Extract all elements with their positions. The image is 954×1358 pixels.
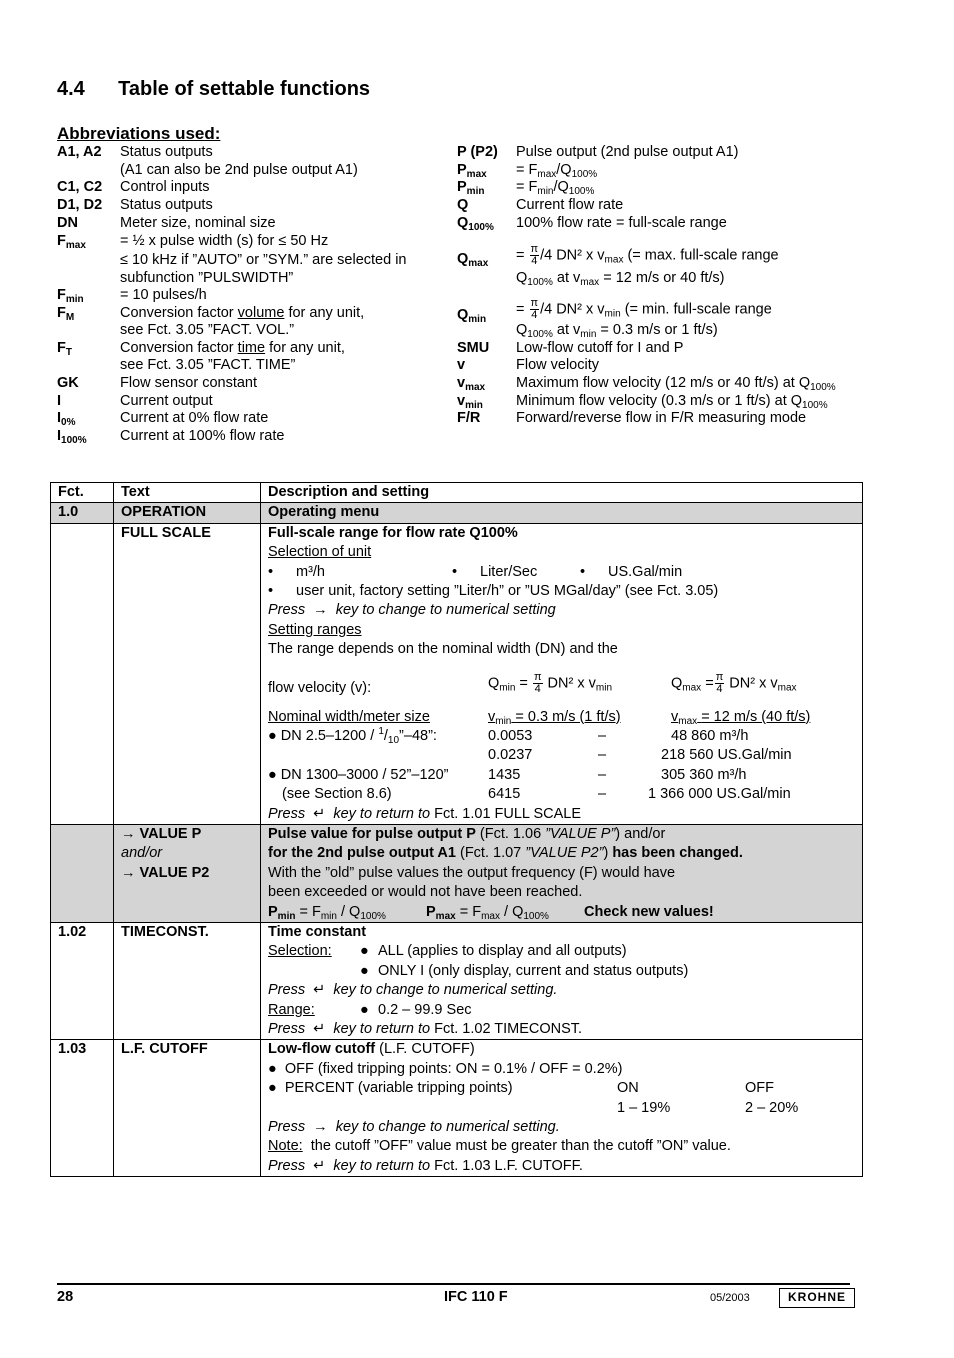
header-fct: Fct. <box>51 483 114 503</box>
section-title: 4.4 Table of settable functions <box>57 78 371 100</box>
value-p-description: Pulse value for pulse output P (Fct. 1.06 ”VALUE P”) and/or for the 2nd pulse output A1 (Fct. 1.07 ”VALUE P2”) has been changed. With the ”old” pulse values the output frequency (F) would have been exceeded or would not have been reached. $P_{min} = F_{min} / Q_{100\%}$ $P_{max} = F_{max} / Q_{100\%}$ Check new values! <box>261 824 863 922</box>
header-text: Text <box>114 483 261 503</box>
table-row: FULL SCALE Full-scale range for flow rate Q100% Selection of unit • m³/h • Liter/Sec • US.Gal/min • user unit, factory setting ”Liter/h” or ”US MGal/day” (see Fct. 3.05) Press → key to change to numerical setting Setting ranges The range depends on the nominal width (DN) and the flow velocity (v): $Q_{min}$ = $\frac{\pi}{4}$ DN² x $v_{min}$ $Q_{max}$ = $\frac{\pi}{4}$ DN² x $v_{max}$ Nominal width/meter size $v_{min} = 0.3$ m/s (1 ft/s) $v_{max} = 12$ m/s (40 ft/s) ● DN $2.5-1200 / ^1/_{10}”-48$”: 0.0053 – 48 860 m³/h 0.0237 – 218 560 US.Gal/min ● DN 1300–3000 / 52”–120” 1435 – 305 360 m³/h (see Section 8.6) 6415 – 1 366 000 US.Gal/min Press ↵ key to return to Fct. 1.01 FULL SCALE <box>51 523 863 824</box>
table-row: 1.02 TIMECONST. Time constant Selection: ● ALL (applies to display and all outputs) ● ONLY I (only display, current and status outputs) Press ↵ key to change to numerical setting. Range: ● 0.2 – 99.9 Sec Press ↵ key to return to Fct. 1.02 TIMECONST. <box>51 923 863 1040</box>
fullscale-description: Full-scale range for flow rate Q100% Selection of unit • m³/h • Liter/Sec • US.Gal/min • user unit, factory setting ”Liter/h” or ”US MGal/day” (see Fct. 3.05) Press → key to change to numerical setting Setting ranges The range depends on the nominal width (DN) and the flow velocity (v): $Q_{min}$ = $\frac{\pi}{4}$ DN² x $v_{min}$ $Q_{max}$ = $\frac{\pi}{4}$ DN² x $v_{max}$ Nominal width/meter size $v_{min} = 0.3$ m/s (1 ft/s) $v_{max} = 12$ m/s (40 ft/s) ● DN $2.5-1200 / ^1/_{10}”-48$”: 0.0053 – 48 860 m³/h 0.0237 – 218 560 US.Gal/min ● DN 1300–3000 / 52”–120” 1435 – 305 360 m³/h (see Section 8.6) 6415 – 1 366 000 US.Gal/min Press ↵ key to return to Fct. 1.01 FULL SCALE <box>261 523 863 824</box>
abbreviations-heading: Abbreviations used: <box>57 124 221 143</box>
footer-date: 05/2003 <box>710 1292 750 1304</box>
lfcutoff-description: Low-flow cutoff (L.F. CUTOFF) ● OFF (fixed tripping points: ON = 0.1% / OFF = 0.2%) ● PERCENT (variable tripping points) ON OFF 1 – 19% 2 – 20% Press → key to change to numerical setting. Note: the cutoff ”OFF” value must be greater than the cutoff ”ON” value. Press ↵ key to return to Fct. 1.03 L.F. CUTOFF. <box>261 1040 863 1177</box>
timeconst-description: Time constant Selection: ● ALL (applies to display and all outputs) ● ONLY I (only display, current and status outputs) Press ↵ key to change to numerical setting. Range: ● 0.2 – 99.9 Sec Press ↵ key to return to Fct. 1.02 TIMECONST. <box>261 923 863 1040</box>
footer-divider <box>57 1283 850 1285</box>
table-row: 1.0 OPERATION Operating menu <box>51 503 863 523</box>
header-desc: Description and setting <box>261 483 863 503</box>
model-name: IFC 110 F <box>444 1289 508 1305</box>
table-row: 1.03 L.F. CUTOFF Low-flow cutoff (L.F. CUTOFF) ● OFF (fixed tripping points: ON = 0.1% / OFF = 0.2%) ● PERCENT (variable tripping points) ON OFF 1 – 19% 2 – 20% Press → key to change to numerical setting. Note: the cutoff ”OFF” value must be greater than the cutoff ”ON” value. Press ↵ key to return to Fct. 1.03 L.F. CUTOFF. <box>51 1040 863 1177</box>
settable-functions-table <box>50 482 863 1177</box>
table-row: → VALUE P and/or → VALUE P2 Pulse value for pulse output P (Fct. 1.06 ”VALUE P”) and/or for the 2nd pulse output A1 (Fct. 1.07 ”VALUE P2”) has been changed. With the ”old” pulse values the output frequency (F) would have been exceeded or would not have been reached. $P_{min} = F_{min} / Q_{100\%}$ $P_{max} = F_{max} / Q_{100\%}$ Check new values! <box>51 824 863 922</box>
page-number: 28 <box>57 1289 74 1305</box>
krohne-logo: KROHNE <box>779 1288 855 1308</box>
table-header-row <box>51 483 863 503</box>
